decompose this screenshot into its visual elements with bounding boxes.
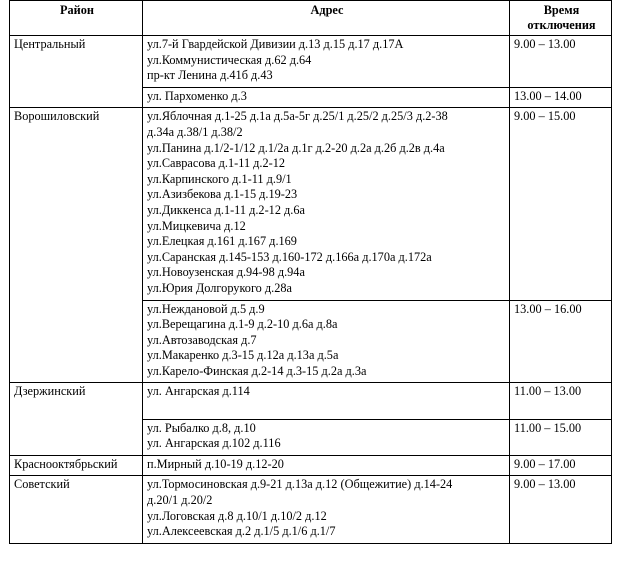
- address-line: ул. Пархоменко д.3: [147, 88, 247, 103]
- time-cell: 13.00 – 14.00: [510, 87, 612, 108]
- table-row: [10, 476, 612, 543]
- address-line: ул.Юрия Долгорукого д.28а: [147, 280, 292, 295]
- outage-table: [9, 0, 612, 544]
- address-cell: [143, 108, 510, 300]
- header-time: [510, 1, 612, 36]
- time-cell: 9.00 – 15.00: [510, 108, 612, 300]
- address-cell: [143, 476, 510, 543]
- address-line: п.Мирный д.10-19 д.12-20: [147, 456, 284, 471]
- address-line: ул.Неждановой д.5 д.9: [147, 301, 265, 316]
- address-line: ул.Новоузенская д.94-98 д.94а: [147, 265, 305, 280]
- address-line: ул.Саранская д.145-153 д.160-172 д.166а д.170а д.172а: [147, 249, 432, 264]
- address-line: ул. Рыбалко д.8, д.10: [147, 420, 256, 435]
- district-cell: Дзержинский: [10, 383, 143, 455]
- header-row: [10, 1, 612, 36]
- table-row: [10, 36, 612, 88]
- address-line: пр-кт Ленина д.41б д.43: [147, 68, 273, 83]
- address-line: ул.Верещагина д.1-9 д.2-10 д.6а д.8а: [147, 317, 338, 332]
- address-line: ул.Карело-Финская д.2-14 д.3-15 д.2а д.3а: [147, 363, 367, 378]
- address-line: ул.Карпинского д.1-11 д.9/1: [147, 171, 292, 186]
- address-line: ул.Тормосиновская д.9-21 д.13а д.12 (Общежитие) д.14-24: [147, 477, 453, 492]
- header-district: Район: [10, 1, 143, 36]
- address-line: ул.Яблочная д.1-25 д.1а д.5а-5г д.25/1 д.25/2 д.25/3 д.2-38: [147, 109, 448, 124]
- address-line: ул.7-й Гвардейской Дивизии д.13 д.15 д.17 д.17А: [147, 37, 404, 51]
- district-cell: Советский: [10, 476, 143, 543]
- address-line: ул.Диккенса д.1-11 д.2-12 д.6а: [147, 202, 305, 217]
- address-line: д.20/1 д.20/2: [147, 493, 213, 508]
- header-address: Адрес: [143, 1, 510, 36]
- time-cell: 13.00 – 16.00: [510, 300, 612, 383]
- address-cell: [143, 36, 510, 88]
- time-cell: 11.00 – 15.00: [510, 419, 612, 455]
- table-row: [10, 108, 612, 300]
- address-line: ул. Ангарская д.102 д.116: [147, 436, 281, 451]
- address-cell: [143, 300, 510, 383]
- address-line: ул.Логовская д.8 д.10/1 д.10/2 д.12: [147, 508, 327, 523]
- time-cell: 9.00 – 13.00: [510, 36, 612, 88]
- address-line: ул.Коммунистическая д.62 д.64: [147, 52, 312, 67]
- header-time-line1: Время: [543, 3, 580, 17]
- district-cell: Ворошиловский: [10, 108, 143, 383]
- table-row: [10, 455, 612, 476]
- time-cell: 11.00 – 13.00: [510, 383, 612, 419]
- district-cell: Центральный: [10, 36, 143, 108]
- address-line: д.34а д.38/1 д.38/2: [147, 124, 243, 139]
- address-line: ул.Саврасова д.1-11 д.2-12: [147, 156, 286, 171]
- address-line: ул.Алексеевская д.2 д.1/5 д.1/6 д.1/7: [147, 524, 336, 539]
- header-time-line2: отключения: [527, 17, 596, 32]
- address-cell: [143, 383, 510, 419]
- time-cell: 9.00 – 13.00: [510, 476, 612, 543]
- address-line: ул.Мицкевича д.12: [147, 218, 246, 233]
- table-row: [10, 383, 612, 419]
- address-line: ул.Автозаводская д.7: [147, 332, 257, 347]
- address-line: ул.Панина д.1/2-1/12 д.1/2а д.1г д.2-20 д.2а д.2б д.2в д.4а: [147, 140, 445, 155]
- address-cell: [143, 419, 510, 455]
- address-cell: [143, 87, 510, 108]
- address-line: ул.Азизбекова д.1-15 д.19-23: [147, 187, 298, 202]
- time-cell: 9.00 – 17.00: [510, 455, 612, 476]
- address-line: ул.Елецкая д.161 д.167 д.169: [147, 234, 297, 249]
- address-line: ул.Макаренко д.3-15 д.12а д.13а д.5а: [147, 348, 339, 363]
- district-cell: Краснооктябрьский: [10, 455, 143, 476]
- address-cell: [143, 455, 510, 476]
- address-line: [147, 400, 507, 416]
- address-line: ул. Ангарская д.114: [147, 384, 250, 399]
